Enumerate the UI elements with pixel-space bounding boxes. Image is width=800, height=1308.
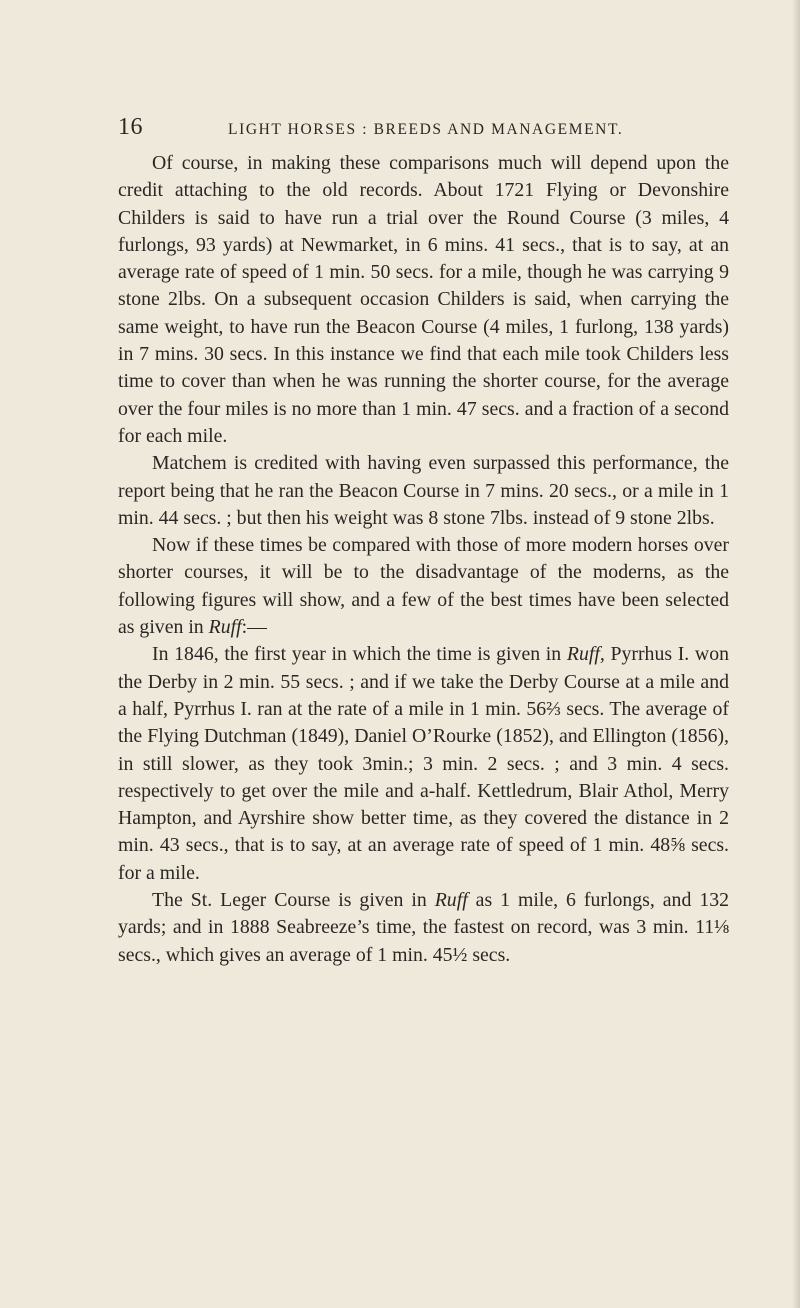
running-head: LIGHT HORSES : BREEDS AND MANAGEMENT. xyxy=(228,121,624,138)
paragraph-text: Pyrrhus I. won the Derby in 2 min. 55 secs. ; and if we take the Derby Course at a mile and a half, Pyrrhus I. ran at the rate of a mile in 1 min. 56⅔ secs. The average of the Flying Dutchman (1849), Daniel O’Rourke (1852), and Ellington (1856), in still slower, as they took 3min.; 3 min. 2 secs. ; and 3 min. 4 secs. respectively to get over the mile and a-half. Kettledrum, Blair Athol, Merry Hampton, and Ayrshire show better time, as they covered the distance in 2 min. 43 secs., that is to say, at an average rate of speed of 1 min. 48⅝ secs. for a mile. xyxy=(118,643,730,884)
italic-title: Ruff, xyxy=(566,643,605,666)
page-number: 16 xyxy=(118,114,143,140)
paragraph-text: Matchem is credited with having even surpassed this performance, the report being that he ran the Beacon Course in 7 mins. 20 secs., or a mile in 1 min. 44 secs. ; but then his weight was 8 stone 7lbs. instead of 9 stone 2lbs. xyxy=(118,452,729,529)
paragraph-text: Now if these times be compared with those of more modern horses over shorter courses, it will be to the disadvantage of the moderns, as the following figures will show, and a few of the best times have been selected as given in xyxy=(118,534,729,639)
body-text xyxy=(118,150,729,969)
italic-title: Ruff xyxy=(434,889,468,912)
paragraph-text: The St. Leger Course is given in xyxy=(152,889,435,912)
paragraph-2 xyxy=(118,450,729,532)
paragraph-text: as 1 mile, 6 furlongs, and 132 yards; and in 1888 Seabreeze’s time, the fastest on record, was 3 min. 11⅛ secs., which gives an average of 1 min. 45½ secs. xyxy=(118,889,729,966)
paragraph-4 xyxy=(118,641,729,887)
italic-title: Ruff xyxy=(208,616,242,639)
page-header xyxy=(118,114,728,144)
paragraph-5 xyxy=(118,887,729,969)
paragraph-text: Of course, in making these comparisons much will depend upon the credit attaching to the old records. About 1721 Flying or Devonshire Childers is said to have run a trial over the Round Course (3 miles, 4 furlongs, 93 yards) at Newmarket, in 6 mins. 41 secs., that is to say, at an average rate of speed of 1 min. 50 secs. for a mile, though he was carrying 9 stone 2lbs. On a subsequent occasion Childers is said, when carrying the same weight, to have run the Beacon Course (4 miles, 1 furlong, 138 yards) in 7 mins. 30 secs. In this instance we find that each mile took Childers less time to cover than when he was running the shorter course, for the average over the four miles is no more than 1 min. 47 secs. and a fraction of a second for each mile. xyxy=(118,152,729,447)
paragraph-3 xyxy=(118,532,729,641)
paragraph-1 xyxy=(118,150,729,450)
paragraph-text: In 1846, the first year in which the time is given in xyxy=(152,643,567,666)
paragraph-text: :— xyxy=(241,616,267,639)
page-edge-shadow xyxy=(792,0,800,1308)
